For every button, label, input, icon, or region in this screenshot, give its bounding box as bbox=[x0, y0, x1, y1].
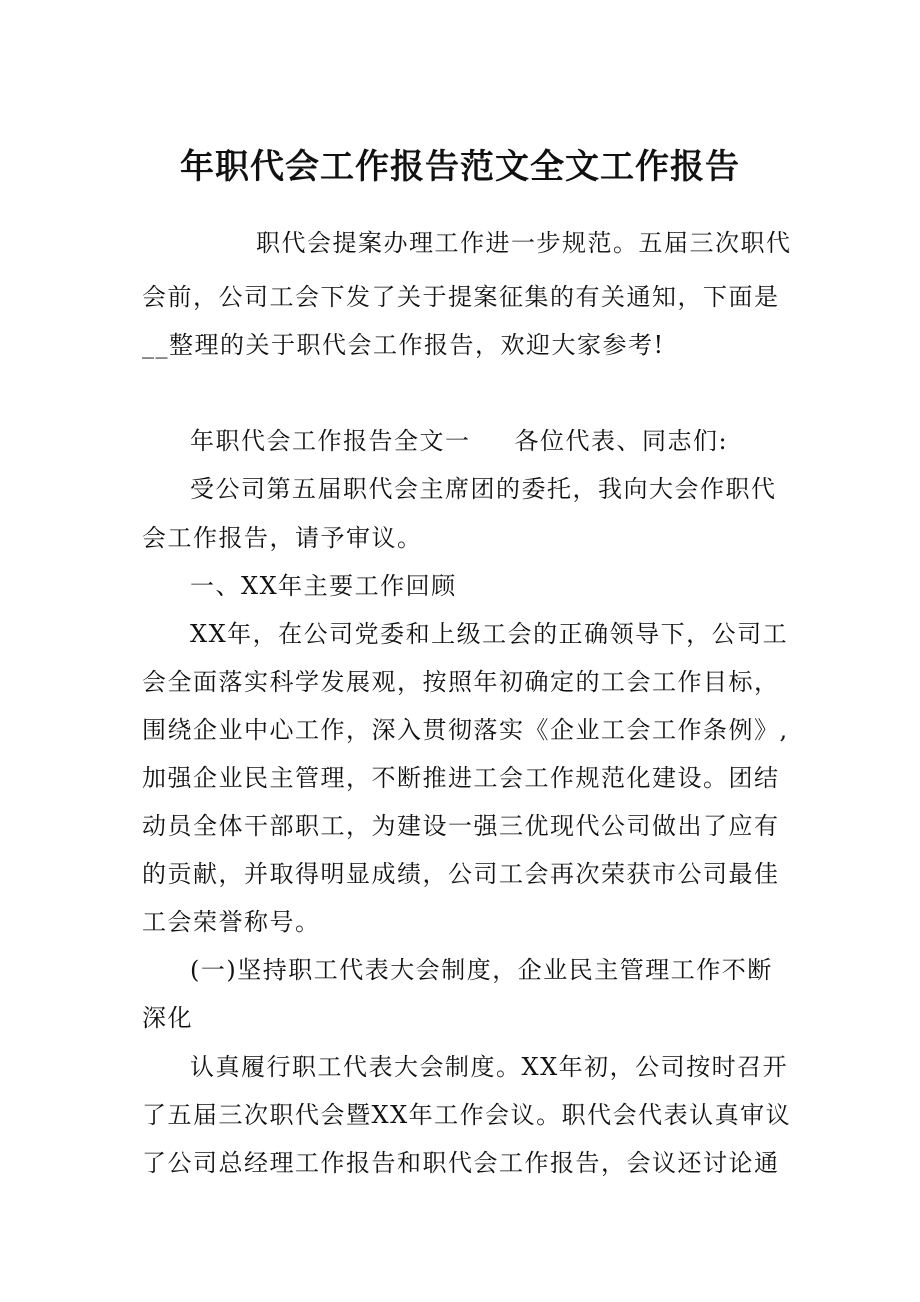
paragraph-line: 的贡献，并取得明显成绩，公司工会再次荣获市公司最佳 bbox=[142, 860, 780, 888]
paragraph-line: 会前，公司工会下发了关于提案征集的有关通知，下面是 bbox=[142, 283, 780, 311]
section-heading-line bbox=[190, 421, 728, 461]
paragraph-line: 认真履行职工代表大会制度。XX年初，公司按时召开 bbox=[190, 1053, 789, 1081]
paragraph-line: 受公司第五届职代会主席团的委托，我向大会作职代 bbox=[190, 475, 777, 503]
paragraph-line: 动员全体干部职工，为建设一强三优现代公司做出了应有 bbox=[142, 812, 780, 840]
paragraph-line: 工会荣誉称号。 bbox=[142, 908, 321, 936]
document-title: 年职代会工作报告范文全文工作报告 bbox=[180, 147, 740, 187]
paragraph-line: XX年，在公司党委和上级工会的正确领导下，公司工 bbox=[190, 620, 789, 648]
paragraph-line: __整理的关于职代会工作报告，欢迎大家参考! bbox=[142, 331, 665, 359]
paragraph-line: 了公司总经理工作报告和职代会工作报告，会议还讨论通 bbox=[142, 1149, 780, 1177]
subsection-heading-line: (一)坚持职工代表大会制度，企业民主管理工作不断 bbox=[190, 956, 773, 984]
salutation: 各位代表、同志们: bbox=[514, 427, 729, 455]
paragraph-line: 围绕企业中心工作，深入贯彻落实《企业工会工作条例》, bbox=[142, 716, 789, 744]
paragraph-line: 职代会提案办理工作进一步规范。五届三次职代 bbox=[256, 229, 792, 257]
paragraph-line: 会全面落实科学发展观，按照年初确定的工会工作目标， bbox=[142, 668, 780, 696]
subsection-heading-line: 深化 bbox=[142, 1004, 193, 1032]
paragraph-line: 加强企业民主管理，不断推进工会工作规范化建设。团结 bbox=[142, 764, 780, 792]
report-heading: 年职代会工作报告全文一 bbox=[190, 427, 471, 455]
section-heading: 一、XX年主要工作回顾 bbox=[190, 572, 457, 600]
paragraph-line: 会工作报告，请予审议。 bbox=[142, 524, 423, 552]
paragraph-line: 了五届三次职代会暨XX年工作会议。职代会代表认真审议 bbox=[142, 1101, 792, 1129]
